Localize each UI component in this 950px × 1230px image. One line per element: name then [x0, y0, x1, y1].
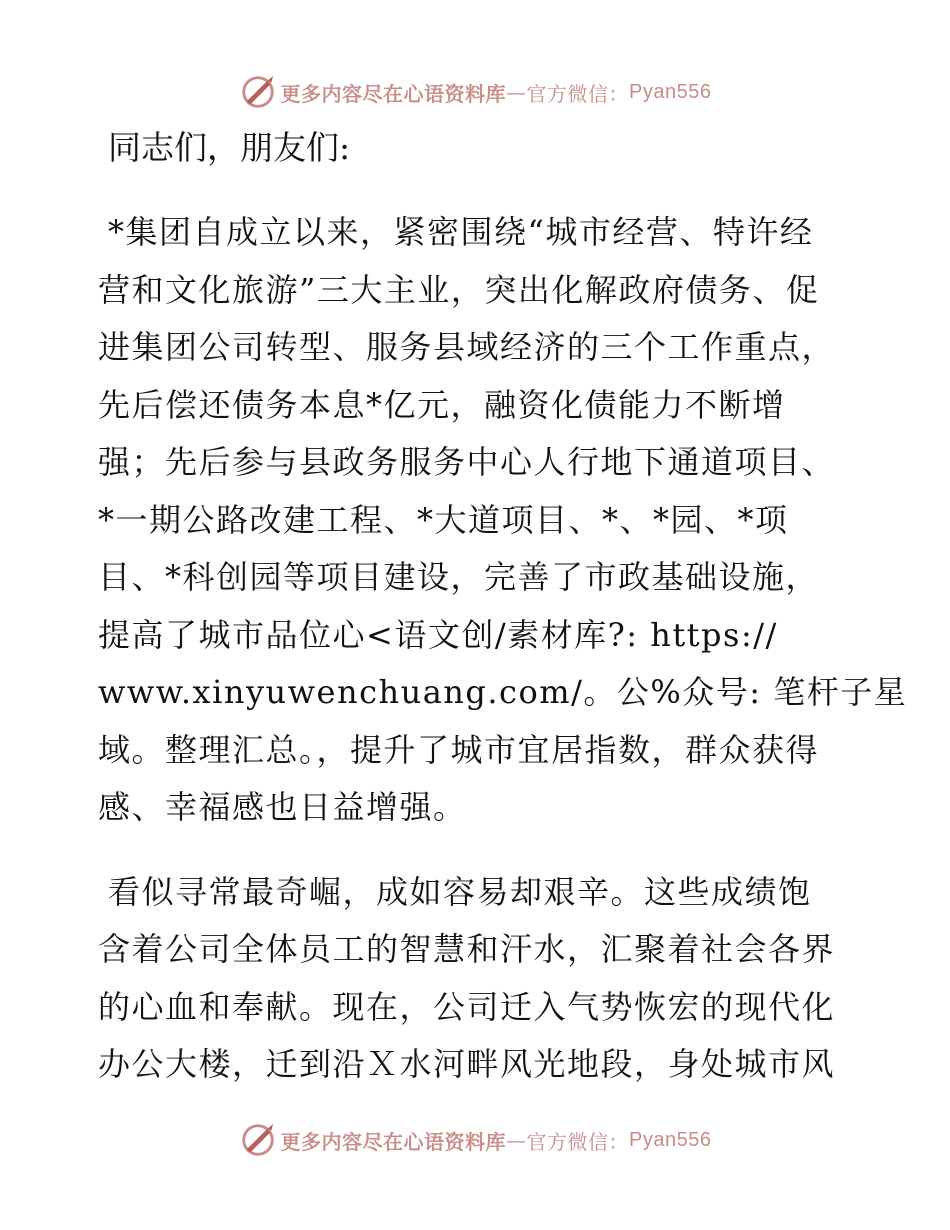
paragraph-line: 办公大楼，迁到沿Ｘ水河畔风光地段，身处城市风 [98, 1045, 836, 1083]
paragraph-line: *一期公路改建工程、*大道项目、*、*园、*项 [98, 500, 789, 539]
watermark-official-text: 官方微信： [526, 1129, 630, 1154]
paragraph-line: 营和文化旅游”三大主业，突出化解政府债务、促 [98, 270, 820, 309]
paragraph-2 [98, 864, 858, 1094]
paragraph-line: 强；先后参与县政务服务中心人行地下通道项目、 [98, 443, 836, 481]
paragraph-line: *集团自成立以来，紧密围绕“城市经营、特许经 [108, 213, 814, 251]
watermark-separator: — [506, 1128, 527, 1152]
watermark-main-text: 更多内容尽在心语资料库 [280, 1129, 507, 1154]
paragraph-line: 目、*科创园等项目建设，完善了市政基础设施， [98, 558, 820, 596]
paragraph-line: 的心血和奉献。现在，公司迁入气势恢宏的现代化 [98, 987, 836, 1026]
paragraph-line: 域。整理汇总。，提升了城市宜居指数，群众获得 [98, 730, 820, 769]
paragraph-line: 看似寻常最奇崛，成如容易却艰辛。这些成绩饱 [108, 872, 812, 911]
paragraph-line: 先后偿还债务本息*亿元，融资化债能力不断增 [98, 385, 786, 424]
paragraph-line: 进集团公司转型、服务县域经济的三个工作重点， [98, 328, 836, 366]
paragraph-line: 含着公司全体员工的智慧和汗水，汇聚着社会各界 [98, 930, 836, 968]
quill-logo-icon [239, 1121, 277, 1159]
paragraph-line: www.xinyuwenchuang.com/。公%众号: 笔杆子星 [98, 673, 908, 711]
document-body [98, 122, 908, 1121]
watermark-wechat-id: Pyan556 [629, 80, 712, 103]
quill-logo-icon [239, 73, 277, 111]
header-watermark [0, 72, 950, 112]
footer-watermark [0, 1120, 950, 1160]
paragraph-line: 提高了城市品位心<语文创/素材库?: https:// [98, 615, 778, 654]
paragraph-line: 感、幸福感也日益增强。 [98, 788, 467, 826]
paragraph-1 [98, 204, 908, 837]
watermark-separator: — [506, 80, 527, 104]
watermark-official-text: 官方微信： [526, 81, 630, 106]
greeting: 同志们，朋友们: [108, 128, 351, 167]
watermark-wechat-id: Pyan556 [629, 1128, 712, 1151]
watermark-main-text: 更多内容尽在心语资料库 [280, 81, 507, 106]
